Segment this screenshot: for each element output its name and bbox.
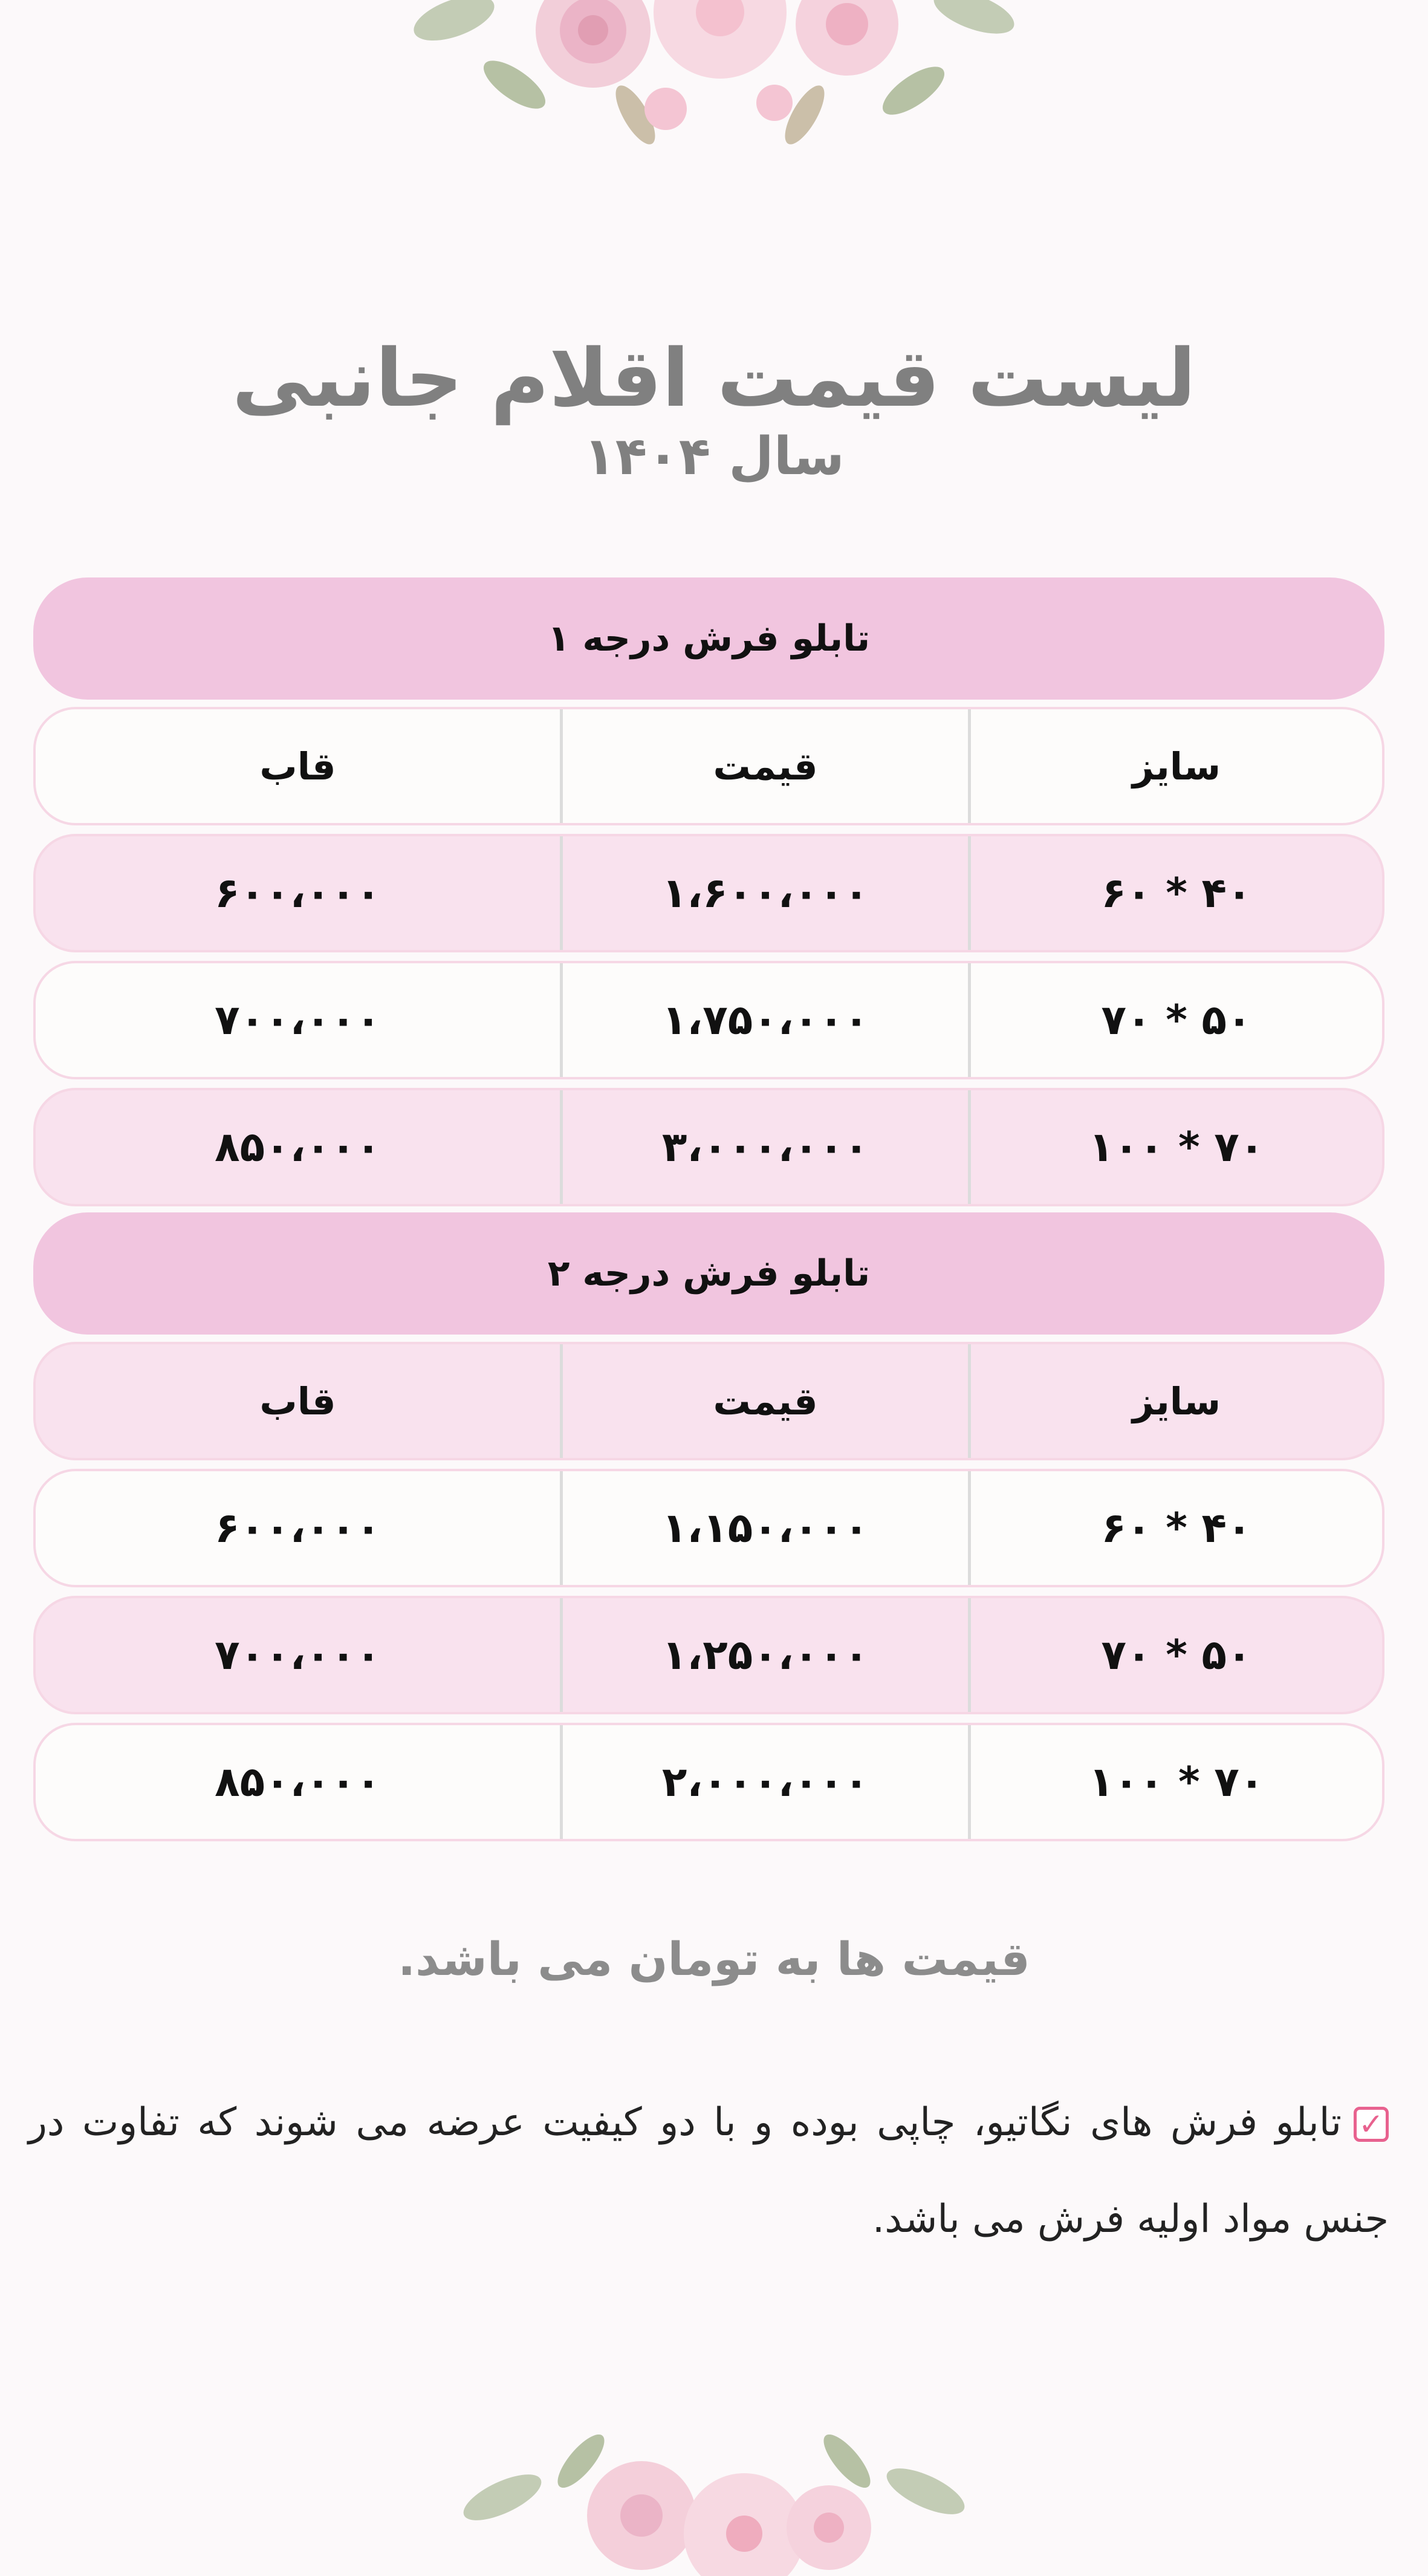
- size-cell: ۷۰ * ۱۰۰: [1088, 1758, 1265, 1806]
- price-cell: ۱،۲۵۰،۰۰۰: [560, 1598, 971, 1712]
- currency-note: قیمت ها به تومان می باشد.: [398, 1932, 1030, 1986]
- column-header-frame: قاب: [259, 1379, 336, 1423]
- frame-cell: ۷۰۰،۰۰۰: [215, 1631, 381, 1679]
- column-header-size: سایز: [1132, 744, 1221, 789]
- price-cell: ۱،۶۰۰،۰۰۰: [560, 836, 971, 950]
- table-row: [33, 834, 1384, 952]
- size-cell: ۵۰ * ۷۰: [1101, 1631, 1252, 1679]
- check-box-icon: ✓: [1354, 2107, 1389, 2142]
- description-text: تابلو فرش های نگاتیو، چاپی بوده و با دو کیفیت عرضه می شوند که تفاوت در جنس مواد اولیه فرش می باشد.: [28, 2100, 1389, 2242]
- price-cell: ۳،۰۰۰،۰۰۰: [560, 1090, 971, 1204]
- frame-cell: ۷۰۰،۰۰۰: [215, 996, 381, 1044]
- floral-decoration-top: [381, 0, 1047, 206]
- size-cell: ۴۰ * ۶۰: [1101, 1504, 1252, 1552]
- table-row: [33, 1596, 1384, 1714]
- floral-decoration-bottom: [381, 2395, 1047, 2576]
- column-header-frame: قاب: [259, 744, 336, 789]
- description-paragraph: [28, 2074, 1389, 2268]
- price-cell: ۱،۱۵۰،۰۰۰: [560, 1471, 971, 1585]
- title-block: [0, 332, 1428, 487]
- table-column-header-row: [33, 1342, 1384, 1460]
- table-row: [33, 1723, 1384, 1841]
- price-cell: ۱،۷۵۰،۰۰۰: [560, 963, 971, 1077]
- price-cell: ۲،۰۰۰،۰۰۰: [560, 1725, 971, 1839]
- frame-cell: ۸۵۰،۰۰۰: [215, 1758, 381, 1806]
- table-heading: تابلو فرش درجه ۲: [33, 1212, 1384, 1335]
- size-cell: ۴۰ * ۶۰: [1101, 869, 1252, 917]
- frame-cell: ۶۰۰،۰۰۰: [215, 1504, 381, 1552]
- price-table-grade-2: [33, 1212, 1384, 1850]
- table-row: [33, 1469, 1384, 1587]
- table-row: [33, 961, 1384, 1079]
- frame-cell: ۶۰۰،۰۰۰: [215, 869, 381, 917]
- column-header-size: سایز: [1132, 1379, 1221, 1423]
- page-subtitle-year: سال ۱۴۰۴: [583, 426, 845, 487]
- column-header-price: قیمت: [560, 1344, 971, 1458]
- size-cell: ۵۰ * ۷۰: [1101, 996, 1252, 1044]
- column-header-price: قیمت: [560, 709, 971, 823]
- price-table-grade-1: [33, 577, 1384, 1215]
- page-title: لیست قیمت اقلام جانبی: [232, 332, 1196, 425]
- frame-cell: ۸۵۰،۰۰۰: [215, 1123, 381, 1171]
- table-column-header-row: [33, 707, 1384, 825]
- size-cell: ۷۰ * ۱۰۰: [1088, 1123, 1265, 1171]
- table-heading: تابلو فرش درجه ۱: [33, 577, 1384, 700]
- table-row: [33, 1088, 1384, 1206]
